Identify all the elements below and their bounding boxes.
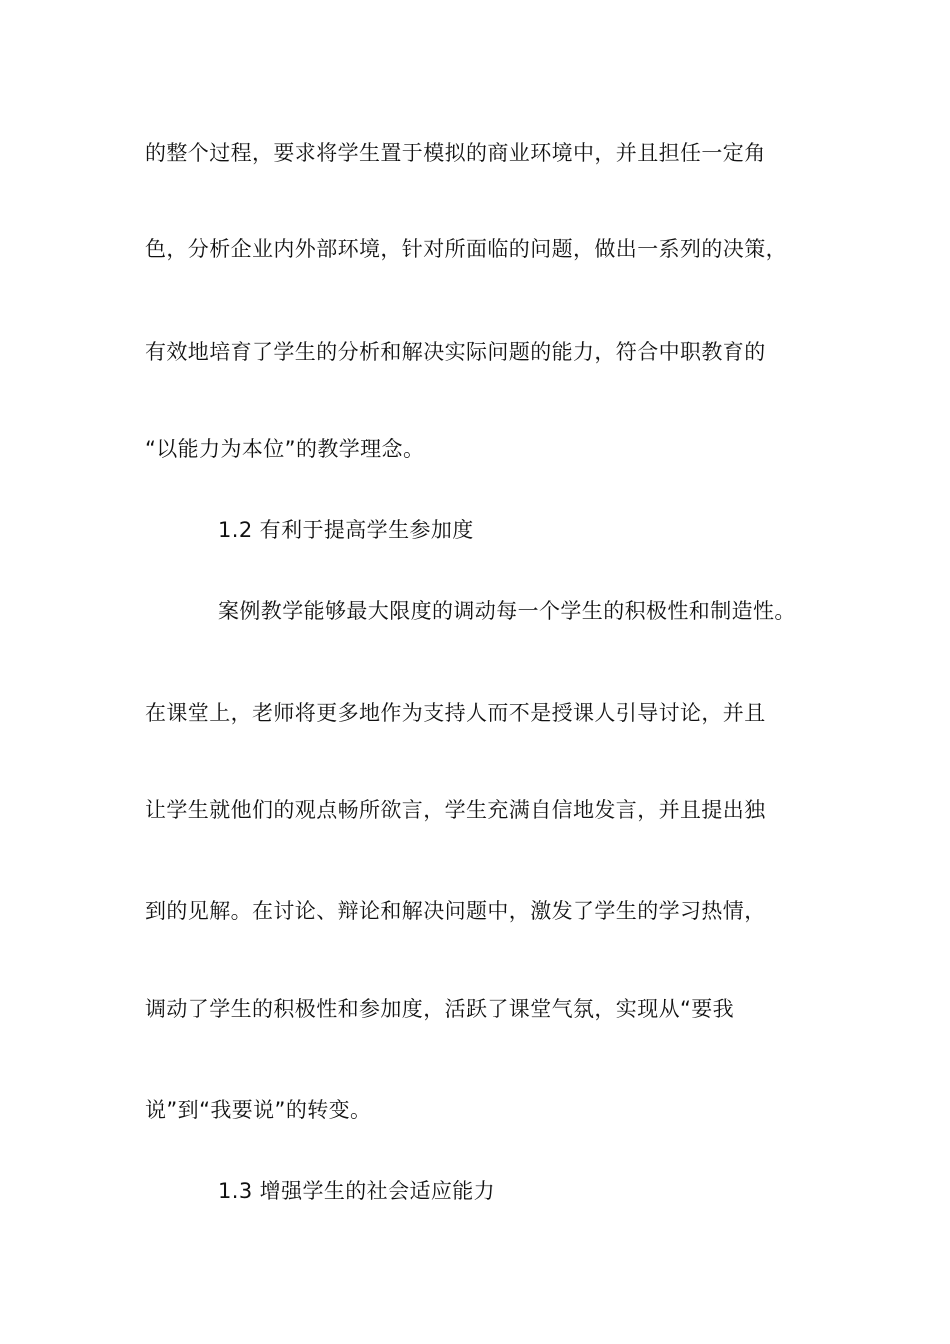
paragraph-line: 让学生就他们的观点畅所欲言，学生充满自信地发言，并且提出独 — [145, 798, 766, 822]
paragraph-line: “以能力为本位”的教学理念。 — [145, 437, 425, 461]
paragraph-line: 色，分析企业内外部环境，针对所面临的问题，做出一系列的决策， — [145, 237, 787, 261]
paragraph-line: 说”到“我要说”的转变。 — [145, 1098, 372, 1122]
section-heading: 1.3 增强学生的社会适应能力 — [218, 1179, 496, 1203]
paragraph-line: 案例教学能够最大限度的调动每一个学生的积极性和制造性。 — [218, 599, 796, 623]
paragraph-line: 的整个过程，要求将学生置于模拟的商业环境中，并且担任一定角 — [145, 141, 766, 165]
paragraph-line: 在课堂上，老师将更多地作为支持人而不是授课人引导讨论，并且 — [145, 701, 766, 725]
paragraph-line: 调动了学生的积极性和参加度，活跃了课堂气氛，实现从“要我 — [145, 997, 735, 1021]
section-heading: 1.2 有利于提高学生参加度 — [218, 518, 474, 542]
paragraph-line: 到的见解。在讨论、辩论和解决问题中，激发了学生的学习热情， — [145, 899, 766, 923]
paragraph-line: 有效地培育了学生的分析和解决实际问题的能力，符合中职教育的 — [145, 340, 766, 364]
